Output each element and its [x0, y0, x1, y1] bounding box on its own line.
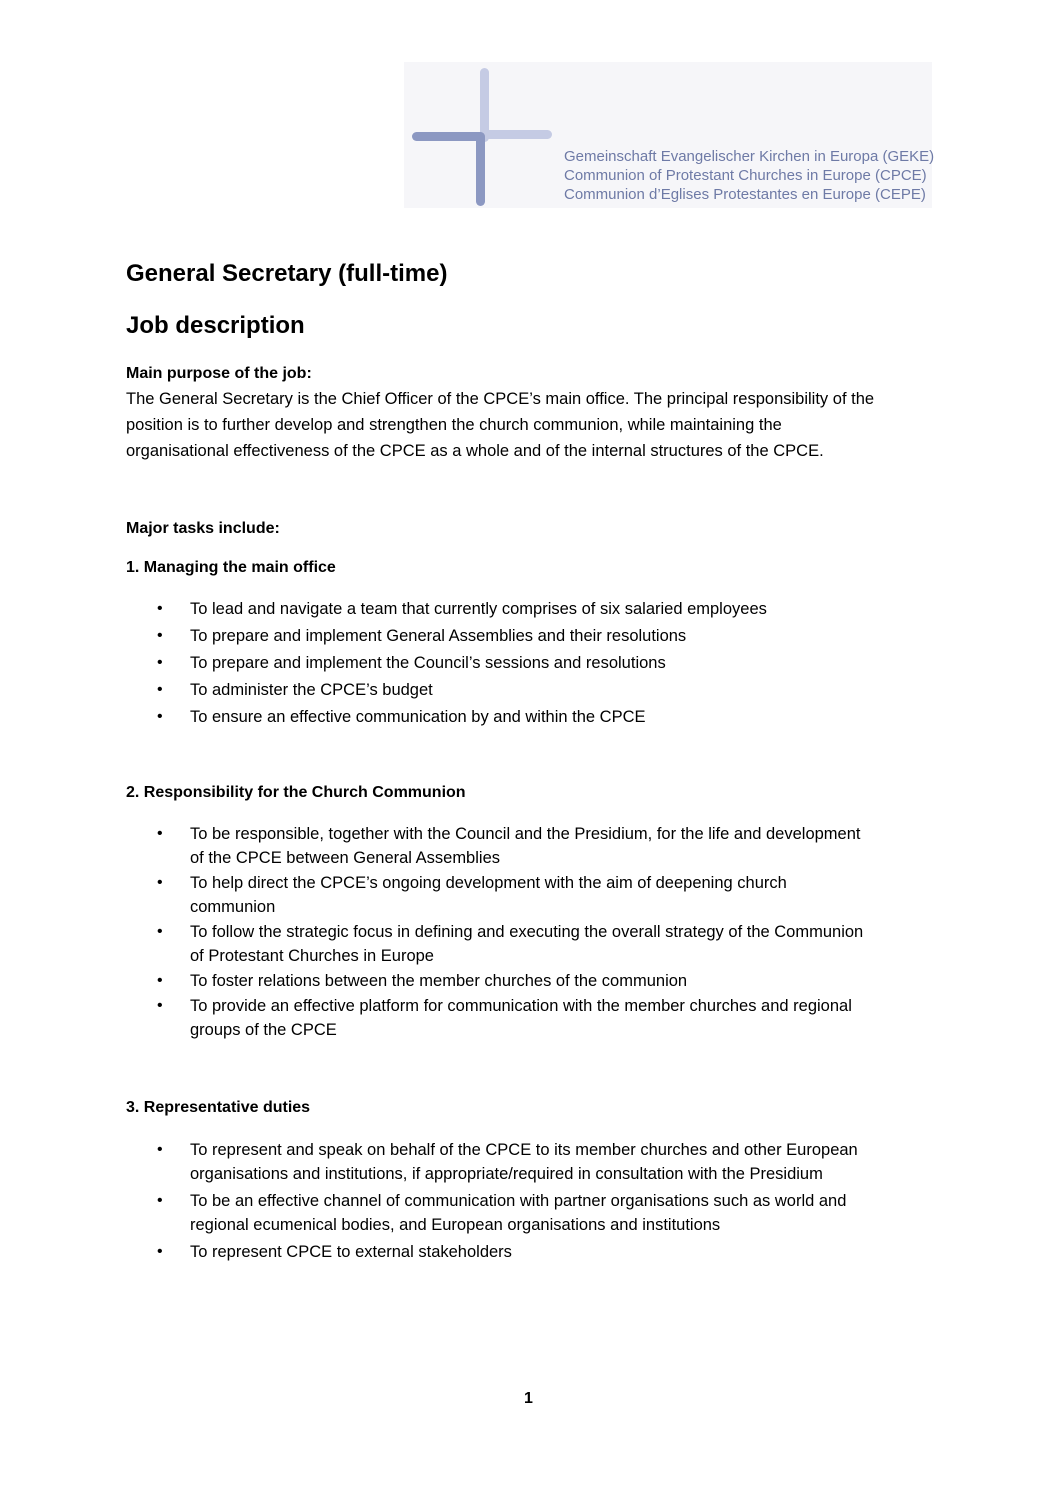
- bullet-icon: •: [157, 1141, 163, 1158]
- purpose-line: organisational effectiveness of the CPCE as a whole and of the internal structures of the CPCE.: [126, 442, 824, 460]
- list-item: • To help direct the CPCE’s ongoing development with the aim of deepening church communion: [0, 871, 863, 919]
- list-item: • To be an effective channel of communication with partner organisations such as world and regional ecumenical bodies, and European organisations and institutions: [0, 1189, 858, 1237]
- cpce-logo: [404, 62, 935, 208]
- bullet-icon: •: [157, 972, 163, 989]
- purpose-paragraph: [126, 386, 946, 464]
- purpose-line: position is to further develop and strengthen the church communion, while maintaining the: [126, 416, 782, 434]
- bullet-list-representative: [0, 1138, 858, 1264]
- logo-line-cepe: Communion d’Eglises Protestantes en Europe (CEPE): [564, 186, 926, 203]
- bullet-icon: •: [157, 1192, 163, 1209]
- bullet-icon: •: [157, 874, 163, 891]
- page-title: General Secretary (full-time): [126, 260, 448, 287]
- purpose-label: Main purpose of the job:: [126, 365, 312, 382]
- logo-text: [564, 147, 934, 204]
- bullet-icon: •: [157, 627, 163, 644]
- list-item: • To be responsible, together with the Council and the Presidium, for the life and development of the CPCE between General Assemblies: [0, 822, 863, 870]
- section-heading-managing: 1. Managing the main office: [126, 559, 336, 576]
- list-item: • To provide an effective platform for communication with the member churches and regional groups of the CPCE: [0, 994, 863, 1042]
- list-item: • To represent CPCE to external stakeholders: [0, 1240, 858, 1264]
- bullet-icon: •: [157, 997, 163, 1014]
- bullet-icon: •: [157, 923, 163, 940]
- list-item: • To lead and navigate a team that currently comprises of six salaried employees: [0, 597, 767, 621]
- bullet-icon: •: [157, 1243, 163, 1260]
- purpose-line: The General Secretary is the Chief Officer of the CPCE’s main office. The principal responsibility of the: [126, 390, 875, 408]
- section-heading-representative: 3. Representative duties: [126, 1099, 311, 1116]
- list-item: • To administer the CPCE’s budget: [0, 678, 767, 702]
- page-number: 1: [524, 1390, 533, 1407]
- list-item: • To foster relations between the member churches of the communion: [0, 969, 863, 993]
- logo-line-geke: Gemeinschaft Evangelischer Kirchen in Europa (GEKE): [564, 148, 935, 165]
- logo-line-cpce: Communion of Protestant Churches in Europe (CPCE): [564, 167, 927, 184]
- list-item: • To prepare and implement General Assemblies and their resolutions: [0, 624, 767, 648]
- bullet-icon: •: [157, 681, 163, 698]
- section-title-job-description: Job description: [126, 312, 305, 339]
- major-tasks-label: Major tasks include:: [126, 520, 280, 537]
- bullet-icon: •: [157, 654, 163, 671]
- bullet-icon: •: [157, 708, 163, 725]
- cross-logo-icon: [404, 62, 564, 208]
- list-item: • To ensure an effective communication by and within the CPCE: [0, 705, 767, 729]
- bullet-icon: •: [157, 825, 163, 842]
- list-item: • To follow the strategic focus in defining and executing the overall strategy of the Communion of Protestant Churches in Europe: [0, 920, 863, 968]
- section-heading-church-communion: 2. Responsibility for the Church Communion: [126, 784, 466, 801]
- bullet-list-church-communion: [0, 822, 863, 1042]
- bullet-icon: •: [157, 600, 163, 617]
- list-item: • To represent and speak on behalf of the CPCE to its member churches and other European organisations and institutions, if appropriate/required in consultation with the Presidium: [0, 1138, 858, 1186]
- list-item: • To prepare and implement the Council’s sessions and resolutions: [0, 651, 767, 675]
- bullet-list-managing: [0, 597, 767, 729]
